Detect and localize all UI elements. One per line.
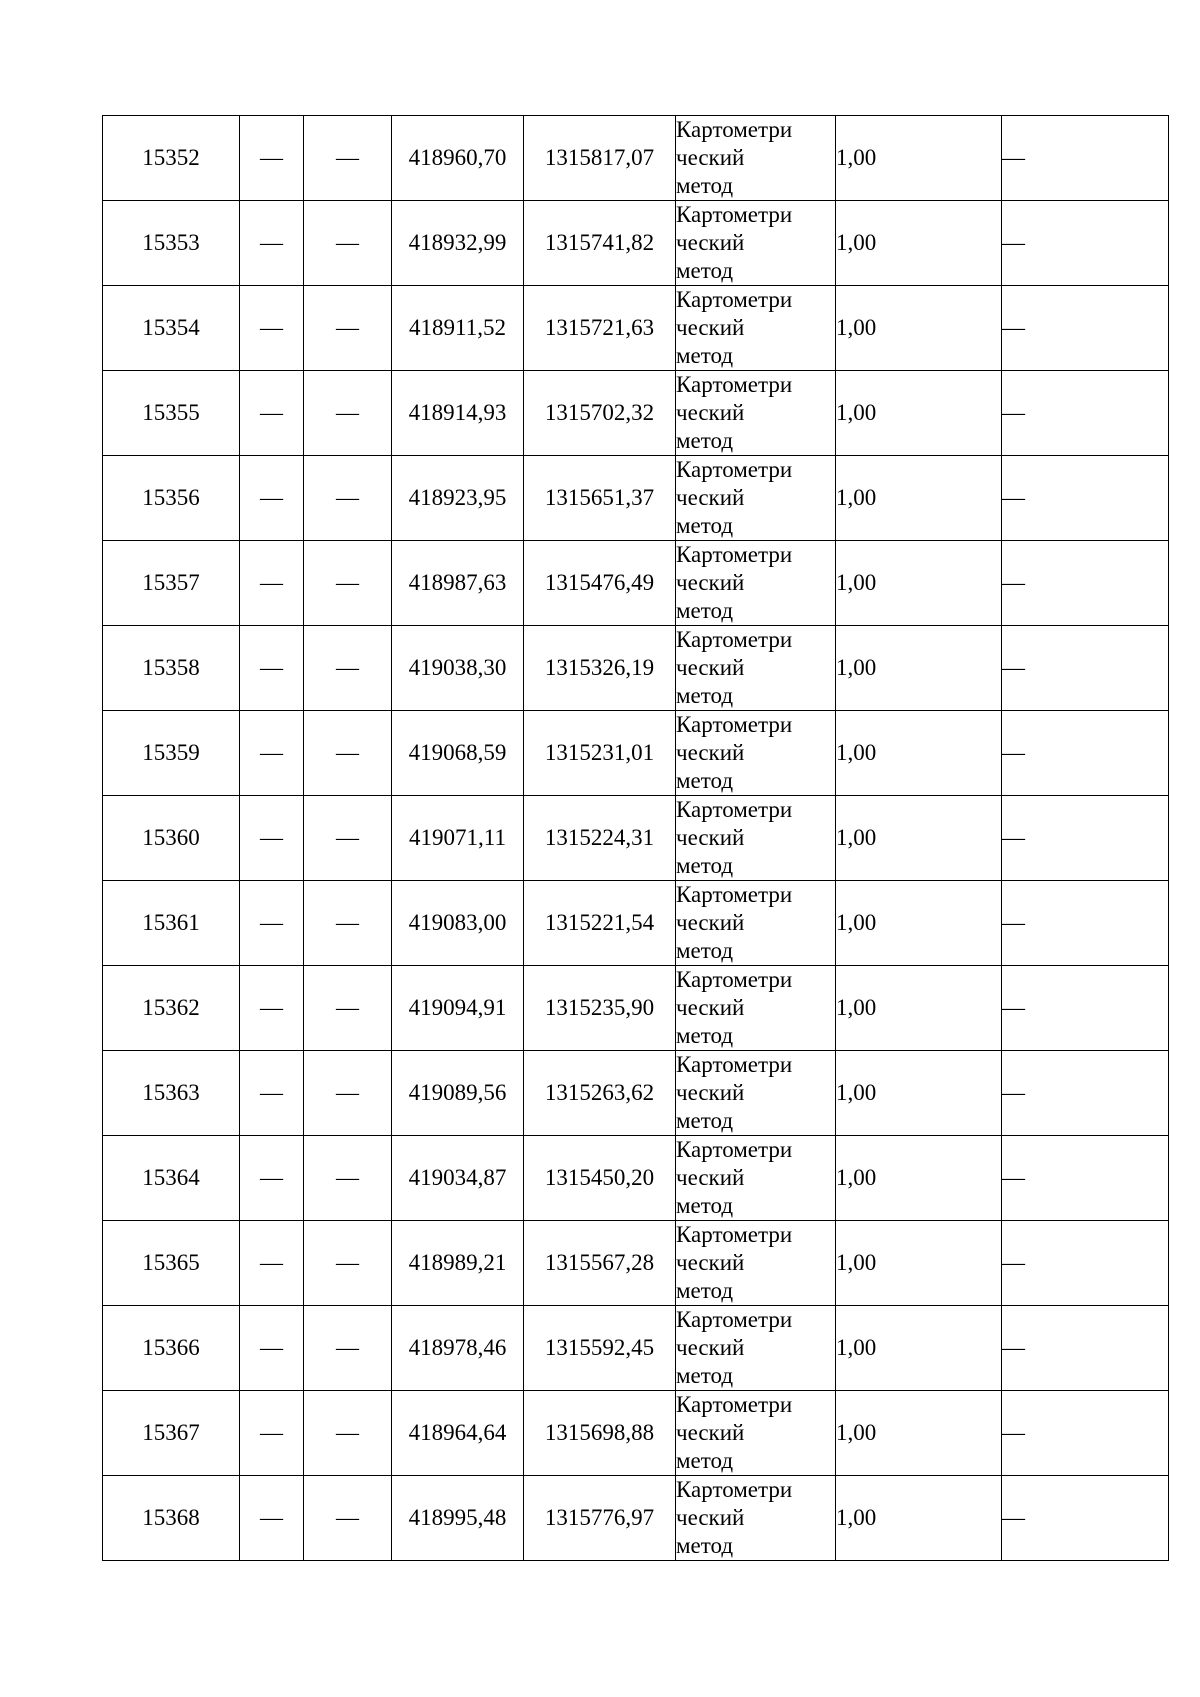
empty-value-cell: —: [240, 966, 304, 1051]
method-text-line: ческий: [676, 1080, 745, 1105]
table-row: [103, 1306, 1169, 1391]
empty-value-cell: —: [304, 201, 392, 286]
empty-value-cell: —: [240, 796, 304, 881]
table-row: [103, 626, 1169, 711]
empty-value-cell: —: [240, 881, 304, 966]
table-row: [103, 541, 1169, 626]
x-coordinate-cell: 419038,30: [392, 626, 524, 711]
empty-value-cell: —: [1002, 966, 1169, 1051]
point-number-cell: 15363: [103, 1051, 240, 1136]
method-text-line: ческий: [676, 1335, 745, 1360]
method-text-line: метод: [676, 938, 734, 963]
table-row: [103, 966, 1169, 1051]
method-text-line: Картометри: [676, 372, 793, 397]
method-text-line: метод: [676, 683, 734, 708]
point-number-cell: 15367: [103, 1391, 240, 1476]
x-coordinate-cell: 418914,93: [392, 371, 524, 456]
accuracy-cell: 1,00: [836, 1391, 1002, 1476]
y-coordinate-cell: 1315235,90: [524, 966, 676, 1051]
empty-value-cell: —: [1002, 286, 1169, 371]
point-number-cell: 15352: [103, 116, 240, 201]
empty-value-cell: —: [240, 1476, 304, 1561]
method-cell: [676, 796, 836, 881]
table-row: [103, 1051, 1169, 1136]
table-row: [103, 456, 1169, 541]
table-row: [103, 286, 1169, 371]
method-text-line: ческий: [676, 910, 745, 935]
method-text-line: Картометри: [676, 797, 793, 822]
table-row: [103, 1391, 1169, 1476]
method-text-line: Картометри: [676, 627, 793, 652]
empty-value-cell: —: [240, 1136, 304, 1221]
method-cell: [676, 1051, 836, 1136]
y-coordinate-cell: 1315651,37: [524, 456, 676, 541]
y-coordinate-cell: 1315721,63: [524, 286, 676, 371]
coordinates-table: [102, 115, 1169, 1561]
method-cell: [676, 881, 836, 966]
accuracy-cell: 1,00: [836, 1306, 1002, 1391]
method-text-line: Картометри: [676, 712, 793, 737]
method-text-line: метод: [676, 768, 734, 793]
table-row: [103, 201, 1169, 286]
method-text-line: метод: [676, 1193, 734, 1218]
accuracy-cell: 1,00: [836, 1051, 1002, 1136]
x-coordinate-cell: 418923,95: [392, 456, 524, 541]
method-text-line: ческий: [676, 655, 745, 680]
x-coordinate-cell: 418987,63: [392, 541, 524, 626]
empty-value-cell: —: [304, 626, 392, 711]
method-text-line: ческий: [676, 145, 745, 170]
empty-value-cell: —: [1002, 371, 1169, 456]
y-coordinate-cell: 1315450,20: [524, 1136, 676, 1221]
point-number-cell: 15366: [103, 1306, 240, 1391]
method-text-line: Картометри: [676, 1307, 793, 1332]
x-coordinate-cell: 418960,70: [392, 116, 524, 201]
empty-value-cell: —: [240, 1306, 304, 1391]
empty-value-cell: —: [304, 1136, 392, 1221]
method-cell: [676, 1391, 836, 1476]
empty-value-cell: —: [240, 456, 304, 541]
empty-value-cell: —: [240, 116, 304, 201]
table-row: [103, 881, 1169, 966]
method-text-line: Картометри: [676, 542, 793, 567]
y-coordinate-cell: 1315592,45: [524, 1306, 676, 1391]
accuracy-cell: 1,00: [836, 966, 1002, 1051]
table-body: [103, 116, 1169, 1561]
y-coordinate-cell: 1315326,19: [524, 626, 676, 711]
empty-value-cell: —: [304, 711, 392, 796]
method-text-line: ческий: [676, 315, 745, 340]
method-cell: [676, 286, 836, 371]
empty-value-cell: —: [304, 1476, 392, 1561]
method-text-line: ческий: [676, 1505, 745, 1530]
empty-value-cell: —: [304, 541, 392, 626]
y-coordinate-cell: 1315776,97: [524, 1476, 676, 1561]
method-text-line: метод: [676, 258, 734, 283]
method-text-line: метод: [676, 853, 734, 878]
point-number-cell: 15359: [103, 711, 240, 796]
method-cell: [676, 1136, 836, 1221]
point-number-cell: 15360: [103, 796, 240, 881]
table-row: [103, 711, 1169, 796]
method-text-line: Картометри: [676, 882, 793, 907]
y-coordinate-cell: 1315476,49: [524, 541, 676, 626]
x-coordinate-cell: 419094,91: [392, 966, 524, 1051]
method-text-line: ческий: [676, 825, 745, 850]
method-text-line: метод: [676, 1108, 734, 1133]
accuracy-cell: 1,00: [836, 711, 1002, 796]
x-coordinate-cell: 418911,52: [392, 286, 524, 371]
method-cell: [676, 116, 836, 201]
accuracy-cell: 1,00: [836, 116, 1002, 201]
method-text-line: ческий: [676, 1165, 745, 1190]
empty-value-cell: —: [240, 201, 304, 286]
y-coordinate-cell: 1315741,82: [524, 201, 676, 286]
method-cell: [676, 1221, 836, 1306]
x-coordinate-cell: 419071,11: [392, 796, 524, 881]
point-number-cell: 15368: [103, 1476, 240, 1561]
point-number-cell: 15365: [103, 1221, 240, 1306]
accuracy-cell: 1,00: [836, 1476, 1002, 1561]
method-text-line: Картометри: [676, 202, 793, 227]
y-coordinate-cell: 1315698,88: [524, 1391, 676, 1476]
method-text-line: метод: [676, 343, 734, 368]
method-cell: [676, 1476, 836, 1561]
empty-value-cell: —: [1002, 1391, 1169, 1476]
method-cell: [676, 711, 836, 796]
method-text-line: Картометри: [676, 1392, 793, 1417]
empty-value-cell: —: [304, 796, 392, 881]
empty-value-cell: —: [240, 1051, 304, 1136]
x-coordinate-cell: 419034,87: [392, 1136, 524, 1221]
method-text-line: Картометри: [676, 1052, 793, 1077]
accuracy-cell: 1,00: [836, 456, 1002, 541]
method-cell: [676, 201, 836, 286]
empty-value-cell: —: [1002, 456, 1169, 541]
empty-value-cell: —: [1002, 711, 1169, 796]
y-coordinate-cell: 1315224,31: [524, 796, 676, 881]
x-coordinate-cell: 419068,59: [392, 711, 524, 796]
empty-value-cell: —: [304, 456, 392, 541]
empty-value-cell: —: [1002, 541, 1169, 626]
empty-value-cell: —: [304, 116, 392, 201]
method-text-line: метод: [676, 1023, 734, 1048]
table-row: [103, 116, 1169, 201]
x-coordinate-cell: 418978,46: [392, 1306, 524, 1391]
y-coordinate-cell: 1315817,07: [524, 116, 676, 201]
method-text-line: ческий: [676, 230, 745, 255]
point-number-cell: 15357: [103, 541, 240, 626]
method-cell: [676, 541, 836, 626]
y-coordinate-cell: 1315567,28: [524, 1221, 676, 1306]
x-coordinate-cell: 419089,56: [392, 1051, 524, 1136]
method-cell: [676, 1306, 836, 1391]
accuracy-cell: 1,00: [836, 286, 1002, 371]
method-text-line: Картометри: [676, 1477, 793, 1502]
table-row: [103, 371, 1169, 456]
method-text-line: Картометри: [676, 967, 793, 992]
empty-value-cell: —: [1002, 881, 1169, 966]
table-row: [103, 1221, 1169, 1306]
x-coordinate-cell: 418932,99: [392, 201, 524, 286]
y-coordinate-cell: 1315702,32: [524, 371, 676, 456]
empty-value-cell: —: [240, 541, 304, 626]
point-number-cell: 15353: [103, 201, 240, 286]
method-text-line: ческий: [676, 570, 745, 595]
method-text-line: ческий: [676, 400, 745, 425]
method-text-line: Картометри: [676, 117, 793, 142]
method-text-line: метод: [676, 1278, 734, 1303]
accuracy-cell: 1,00: [836, 796, 1002, 881]
empty-value-cell: —: [304, 286, 392, 371]
method-text-line: ческий: [676, 1420, 745, 1445]
empty-value-cell: —: [240, 286, 304, 371]
table-row: [103, 1476, 1169, 1561]
accuracy-cell: 1,00: [836, 1136, 1002, 1221]
method-text-line: ческий: [676, 485, 745, 510]
empty-value-cell: —: [240, 1391, 304, 1476]
empty-value-cell: —: [240, 371, 304, 456]
empty-value-cell: —: [1002, 1476, 1169, 1561]
method-text-line: Картометри: [676, 1222, 793, 1247]
accuracy-cell: 1,00: [836, 626, 1002, 711]
point-number-cell: 15355: [103, 371, 240, 456]
accuracy-cell: 1,00: [836, 881, 1002, 966]
empty-value-cell: —: [240, 626, 304, 711]
empty-value-cell: —: [1002, 116, 1169, 201]
empty-value-cell: —: [1002, 201, 1169, 286]
x-coordinate-cell: 418989,21: [392, 1221, 524, 1306]
point-number-cell: 15362: [103, 966, 240, 1051]
x-coordinate-cell: 418995,48: [392, 1476, 524, 1561]
empty-value-cell: —: [1002, 1221, 1169, 1306]
point-number-cell: 15364: [103, 1136, 240, 1221]
x-coordinate-cell: 419083,00: [392, 881, 524, 966]
empty-value-cell: —: [304, 371, 392, 456]
empty-value-cell: —: [304, 1051, 392, 1136]
empty-value-cell: —: [1002, 1136, 1169, 1221]
point-number-cell: 15358: [103, 626, 240, 711]
accuracy-cell: 1,00: [836, 541, 1002, 626]
method-text-line: ческий: [676, 995, 745, 1020]
method-text-line: метод: [676, 428, 734, 453]
empty-value-cell: —: [304, 1221, 392, 1306]
method-text-line: Картометри: [676, 287, 793, 312]
method-text-line: метод: [676, 1363, 734, 1388]
method-text-line: Картометри: [676, 457, 793, 482]
x-coordinate-cell: 418964,64: [392, 1391, 524, 1476]
table-row: [103, 796, 1169, 881]
empty-value-cell: —: [304, 1306, 392, 1391]
method-text-line: ческий: [676, 1250, 745, 1275]
method-cell: [676, 456, 836, 541]
method-text-line: Картометри: [676, 1137, 793, 1162]
empty-value-cell: —: [304, 881, 392, 966]
method-text-line: метод: [676, 1448, 734, 1473]
empty-value-cell: —: [240, 711, 304, 796]
method-cell: [676, 966, 836, 1051]
method-text-line: метод: [676, 598, 734, 623]
method-cell: [676, 371, 836, 456]
method-text-line: метод: [676, 173, 734, 198]
table-row: [103, 1136, 1169, 1221]
method-text-line: ческий: [676, 740, 745, 765]
y-coordinate-cell: 1315263,62: [524, 1051, 676, 1136]
method-cell: [676, 626, 836, 711]
y-coordinate-cell: 1315221,54: [524, 881, 676, 966]
method-text-line: метод: [676, 513, 734, 538]
point-number-cell: 15356: [103, 456, 240, 541]
empty-value-cell: —: [1002, 1306, 1169, 1391]
accuracy-cell: 1,00: [836, 371, 1002, 456]
empty-value-cell: —: [304, 1391, 392, 1476]
empty-value-cell: —: [1002, 796, 1169, 881]
empty-value-cell: —: [1002, 626, 1169, 711]
accuracy-cell: 1,00: [836, 1221, 1002, 1306]
point-number-cell: 15354: [103, 286, 240, 371]
y-coordinate-cell: 1315231,01: [524, 711, 676, 796]
method-text-line: метод: [676, 1533, 734, 1558]
empty-value-cell: —: [240, 1221, 304, 1306]
empty-value-cell: —: [304, 966, 392, 1051]
point-number-cell: 15361: [103, 881, 240, 966]
accuracy-cell: 1,00: [836, 201, 1002, 286]
empty-value-cell: —: [1002, 1051, 1169, 1136]
